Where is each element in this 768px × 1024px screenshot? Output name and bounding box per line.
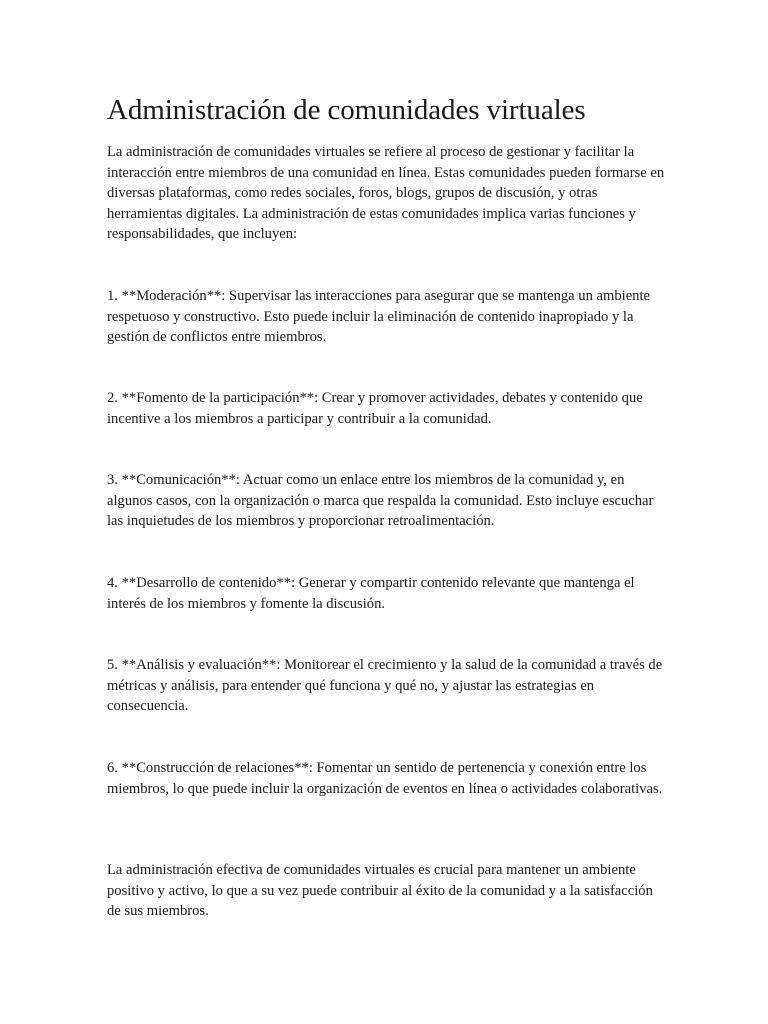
- conclusion-paragraph: La administración efectiva de comunidades virtuales es crucial para mantener un ambiente positivo y activo, lo que a su vez puede contribuir al éxito de la comunidad y a la satisfacción de sus miembros.: [107, 862, 653, 919]
- list-item-moderacion: 1. **Moderación**: Supervisar las interacciones para asegurar que se mantenga un ambiente respetuoso y constructivo. Esto puede incluir la eliminación de contenido inapropiado y la gestión de conflictos entre miembros.: [107, 288, 651, 345]
- list-item-analisis-evaluacion: 5. **Análisis y evaluación**: Monitorear el crecimiento y la salud de la comunidad a través de métricas y análisis, para entender qué funciona y qué no, y ajustar las estrategias en consecuencia.: [107, 657, 663, 714]
- list-item-construccion-relaciones: 6. **Construcción de relaciones**: Fomentar un sentido de pertenencia y conexión entre los miembros, lo que puede incluir la organización de eventos en línea o actividades colaborativas.: [107, 760, 663, 797]
- list-item-comunicacion: 3. **Comunicación**: Actuar como un enlace entre los miembros de la comunidad y, en algunos casos, con la organización o marca que respalda la comunidad. Esto incluye escuchar las inquietudes de los miembros y proporcionar retroalimentación.: [107, 472, 654, 529]
- list-item-desarrollo-contenido: 4. **Desarrollo de contenido**: Generar y compartir contenido relevante que mantenga el interés de los miembros y fomente la discusión.: [107, 575, 635, 612]
- list-item-fomento-participacion: 2. **Fomento de la participación**: Crear y promover actividades, debates y contenido que incentive a los miembros a participar y contribuir a la comunidad.: [107, 390, 643, 427]
- document-title: Administración de comunidades virtuales: [107, 94, 586, 126]
- intro-paragraph: La administración de comunidades virtuales se refiere al proceso de gestionar y facilitar la interacción entre miembros de una comunidad en línea. Estas comunidades pueden formarse en diversas plataformas, como redes sociales, foros, blogs, grupos de discusión, y otras herramientas digitales. La administración de estas comunidades implica varias funciones y responsabilidades, que incluyen:: [107, 144, 665, 242]
